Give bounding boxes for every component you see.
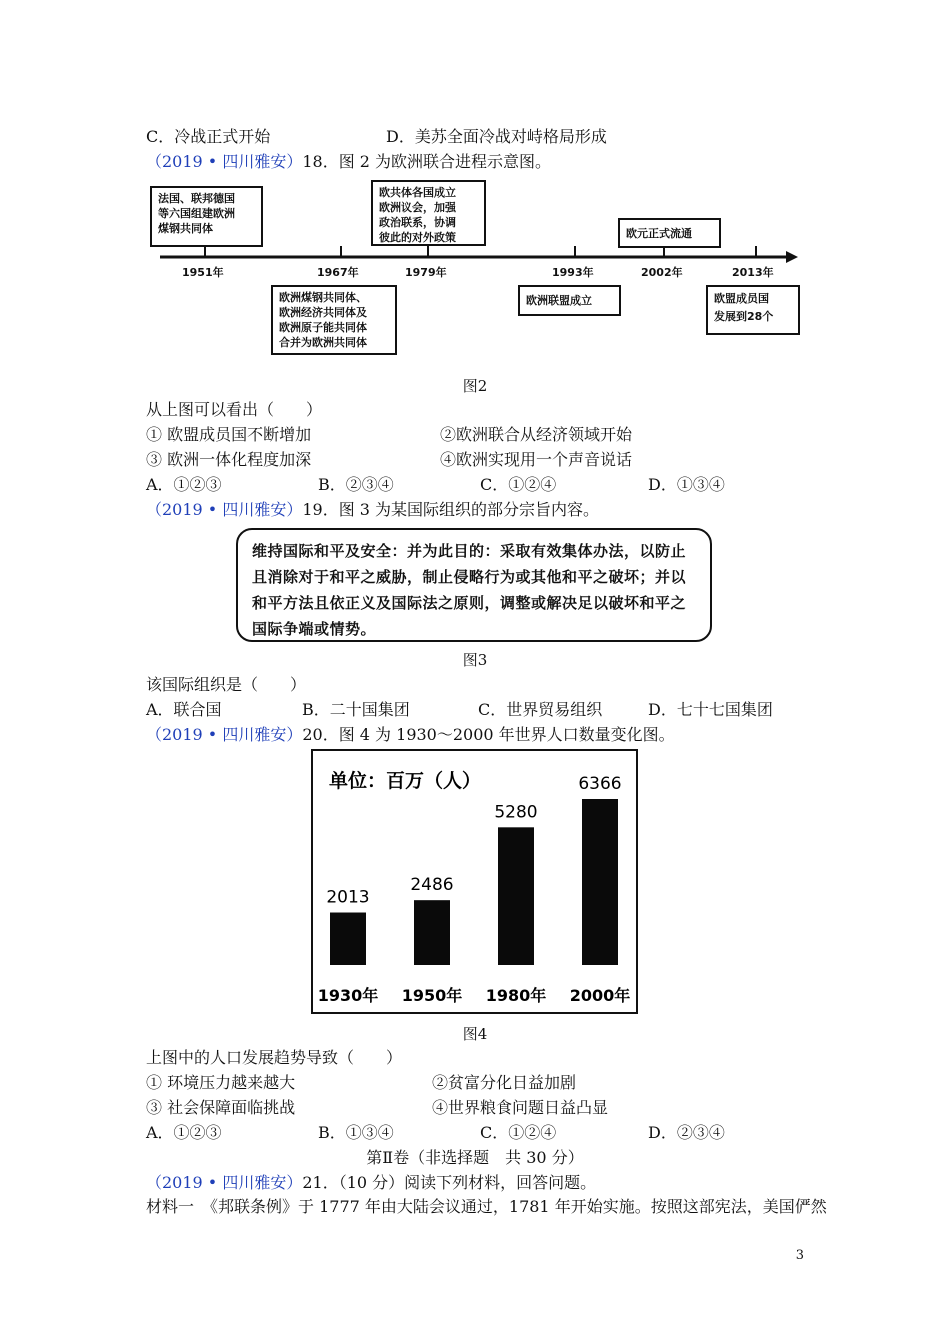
q18-item-2: ②欧洲联合从经济领域开始 [440,425,633,444]
q21-header [146,1172,596,1194]
value-label-1950年: 2486 [410,875,454,896]
event-1951: 法国、联邦德国 等六国组建欧洲 煤钢共同体 [150,186,263,247]
year-label-1993: 1993年 [552,266,594,279]
q20-stem: 20．图 4 为 1930～2000 年世界人口数量变化图。 [302,725,675,744]
figure-2-caption: 图2 [462,377,488,395]
q19-source: （2019 • 四川雅安） [146,500,303,519]
category-label-1950年: 1950年 [401,986,463,1005]
value-label-2000年: 6366 [578,774,622,794]
event-1979: 欧共体各国成立 欧洲议会，加强 政治联系，协调 彼此的对外政策 [371,180,486,246]
q19-question: 该国际组织是（ ） [146,675,307,694]
q18-item-3: ③ 欧洲一体化程度加深 [146,450,312,469]
q20-header [146,724,675,746]
q19-option-d: D．七十七国集团 [648,700,773,719]
q18-option-a: A．①②③ [146,475,222,494]
event-1993: 欧洲联盟成立 [518,285,621,316]
bar-1950年 [414,900,450,965]
bar-2000年 [582,799,618,965]
q20-item-1: ① 环境压力越来越大 [146,1073,296,1092]
q18-stem: 18．图 2 为欧洲联合进程示意图。 [302,152,552,171]
q17-option-d: D．美苏全面冷战对峙格局形成 [386,127,607,146]
value-label-1930年: 2013 [326,887,370,908]
q20-option-a: A．①②③ [146,1123,222,1142]
q21-stem: 21．（10 分）阅读下列材料，回答问题。 [302,1173,597,1192]
q17-option-c: C．冷战正式开始 [146,127,271,146]
event-2002: 欧元正式流通 [618,218,721,248]
q18-option-b: B．②③④ [318,475,394,494]
q18-source: （2019 • 四川雅安） [146,152,303,171]
q18-option-c: C．①②④ [480,475,557,494]
year-label-1979: 1979年 [405,266,447,279]
q20-source: （2019 • 四川雅安） [146,725,303,744]
year-label-1951: 1951年 [182,266,224,279]
q20-option-c: C．①②④ [480,1123,557,1142]
q20-option-d: D．②③④ [648,1123,725,1142]
year-label-2013: 2013年 [732,266,774,279]
material-1-text: 材料一 《邦联条例》于 1777 年由大陆会议通过，1781 年开始实施。按照这部宪法，美国俨然 [146,1197,827,1216]
year-label-1967: 1967年 [317,266,359,279]
event-2013: 欧盟成员国 发展到28个 [706,285,800,335]
q20-item-4: ④世界粮食问题日益凸显 [432,1098,609,1117]
figure-4-caption: 图4 [462,1025,488,1043]
category-label-1980年: 1980年 [485,986,547,1005]
timeline-arrow-icon [786,251,798,263]
q19-stem: 19．图 3 为某国际组织的部分宗旨内容。 [302,500,600,519]
q20-option-b: B．①③④ [318,1123,394,1142]
category-label-1930年: 1930年 [317,986,379,1005]
figure-3-purpose-box: 维持国际和平及安全：并为此目的：采取有效集体办法，以防止且消除对于和平之威胁，制止侵略行为或其他和平之破坏；并以和平方法且依正义及国际法之原则，调整或解决足以破坏和平之国际争端或情势。 [236,528,712,642]
figure-4-chart [311,749,638,1014]
q18-question: 从上图可以看出（ ） [146,400,323,419]
q19-option-b: B．二十国集团 [302,700,410,719]
section-2-heading: 第Ⅱ卷（非选择题 共 30 分） [366,1148,584,1167]
year-label-2002: 2002年 [641,266,683,279]
chart-title: 单位：百万（人） [329,770,482,792]
category-label-2000年: 2000年 [569,986,631,1005]
q19-header [146,499,599,521]
bar-1930年 [330,913,366,965]
event-1967: 欧洲煤钢共同体、 欧洲经济共同体及 欧洲原子能共同体 合并为欧洲共同体 [271,285,397,355]
q18-item-1: ① 欧盟成员国不断增加 [146,425,312,444]
q20-question: 上图中的人口发展趋势导致（ ） [146,1048,403,1067]
figure-3-caption: 图3 [462,651,488,669]
q20-item-3: ③ 社会保障面临挑战 [146,1098,296,1117]
population-bar-chart [313,751,636,1012]
q18-option-d: D．①③④ [648,475,725,494]
q20-item-2: ②贫富分化日益加剧 [432,1073,577,1092]
value-label-1980年: 5280 [494,802,538,823]
q18-header [146,151,551,173]
q18-item-4: ④欧洲实现用一个声音说话 [440,450,633,469]
page-number: 3 [795,1248,804,1263]
q21-source: （2019 • 四川雅安） [146,1173,303,1192]
bar-1980年 [498,827,534,965]
q19-option-a: A．联合国 [146,700,222,719]
q19-option-c: C．世界贸易组织 [478,700,603,719]
